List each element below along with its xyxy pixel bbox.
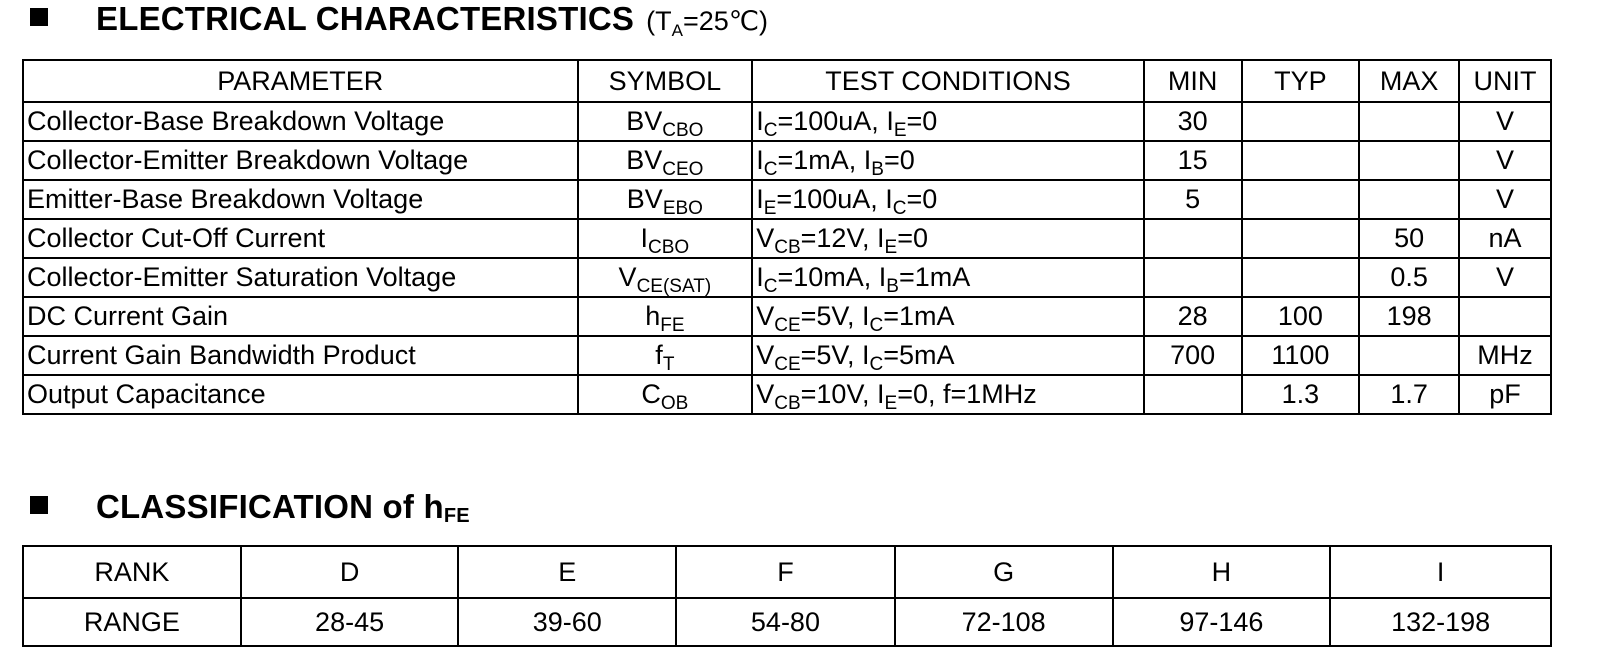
table-row xyxy=(23,141,1551,180)
condition-var: V xyxy=(756,340,775,370)
condition-var: V xyxy=(756,223,775,253)
table-row xyxy=(23,375,1551,414)
max-cell xyxy=(1359,141,1459,180)
symbol-subscript: FE xyxy=(660,315,685,336)
symbol-subscript: CE(SAT) xyxy=(636,276,712,297)
condition-var: I xyxy=(886,106,894,136)
range-cell: 97-146 xyxy=(1113,598,1331,646)
range-cell: 28-45 xyxy=(241,598,459,646)
condition-subscript: CB xyxy=(774,237,801,258)
condition-subscript: CB xyxy=(774,393,801,414)
condition-value: =100uA, xyxy=(777,106,887,136)
rank-row xyxy=(23,546,1551,598)
symbol-base: f xyxy=(655,340,663,370)
condition-value: =1mA xyxy=(883,301,955,331)
max-cell xyxy=(1359,102,1459,141)
max-cell: 50 xyxy=(1359,219,1459,258)
column-header: TEST CONDITIONS xyxy=(752,60,1144,102)
range-cell: 54-80 xyxy=(676,598,895,646)
test-conditions-cell xyxy=(752,336,1144,375)
typ-cell: 1.3 xyxy=(1242,375,1360,414)
condition-var: I xyxy=(756,145,764,175)
condition-subscript: C xyxy=(869,315,884,336)
max-cell xyxy=(1359,336,1459,375)
table-row xyxy=(23,219,1551,258)
condition-subscript: B xyxy=(886,276,899,297)
condition-value: =12V, xyxy=(800,223,877,253)
square-bullet-icon xyxy=(30,496,48,514)
condition-var: I xyxy=(861,340,870,370)
table-row xyxy=(23,336,1551,375)
condition-value: =0, f=1MHz xyxy=(897,379,1037,409)
range-cell: 72-108 xyxy=(895,598,1113,646)
symbol-cell xyxy=(578,141,753,180)
condition-var: I xyxy=(876,379,885,409)
parameter-cell: DC Current Gain xyxy=(23,297,578,336)
symbol-base: BV xyxy=(626,184,663,214)
min-cell: 28 xyxy=(1144,297,1242,336)
parameter-cell: Collector-Base Breakdown Voltage xyxy=(23,102,578,141)
symbol-base: C xyxy=(641,379,661,409)
table-row xyxy=(23,258,1551,297)
range-cell: 39-60 xyxy=(458,598,676,646)
parameter-cell: Collector-Emitter Breakdown Voltage xyxy=(23,141,578,180)
column-header: MIN xyxy=(1144,60,1242,102)
symbol-base: I xyxy=(640,223,649,253)
condition-value: =0 xyxy=(897,223,928,253)
condition-value: =0 xyxy=(906,106,938,136)
symbol-subscript: CBO xyxy=(662,120,704,141)
electrical-characteristics-heading xyxy=(30,0,768,38)
typ-cell xyxy=(1242,219,1360,258)
unit-cell: pF xyxy=(1459,375,1551,414)
symbol-cell xyxy=(578,336,753,375)
section-title: CLASSIFICATION of $h_{FE}$ xyxy=(96,488,470,527)
typ-cell xyxy=(1242,141,1360,180)
condition-subscript: E xyxy=(884,393,898,414)
condition-subscript: E xyxy=(763,198,777,219)
condition-subscript: C xyxy=(763,276,778,297)
condition-value: =0 xyxy=(906,184,938,214)
symbol-base: BV xyxy=(626,145,663,175)
condition-var: V xyxy=(756,379,775,409)
condition-var: I xyxy=(756,184,764,214)
column-header: MAX xyxy=(1359,60,1459,102)
symbol-base: h xyxy=(645,301,661,331)
column-header: TYP xyxy=(1242,60,1360,102)
typ-cell: 1100 xyxy=(1242,336,1360,375)
column-header: UNIT xyxy=(1459,60,1551,102)
rank-cell: G xyxy=(895,546,1113,598)
condition-var: I xyxy=(885,184,893,214)
symbol-cell xyxy=(578,102,753,141)
electrical-characteristics-table xyxy=(22,59,1552,415)
condition-value: =1mA, xyxy=(777,145,864,175)
min-cell: 15 xyxy=(1144,141,1242,180)
condition-value: =5V, xyxy=(800,301,862,331)
classification-heading xyxy=(30,488,470,526)
test-conditions-cell xyxy=(752,219,1144,258)
test-conditions-cell xyxy=(752,375,1144,414)
range-row xyxy=(23,598,1551,646)
test-conditions-cell xyxy=(752,180,1144,219)
condition-value: =0 xyxy=(883,145,915,175)
symbol-subscript: CEO xyxy=(662,159,704,180)
range-cell: 132-198 xyxy=(1330,598,1551,646)
condition-var: I xyxy=(756,262,764,292)
parameter-cell: Emitter-Base Breakdown Voltage xyxy=(23,180,578,219)
condition-var: I xyxy=(863,145,872,175)
condition-value: =1mA xyxy=(898,262,971,292)
table-row xyxy=(23,297,1551,336)
max-cell xyxy=(1359,180,1459,219)
symbol-base: BV xyxy=(626,106,663,136)
test-conditions-cell xyxy=(752,258,1144,297)
condition-subscript: E xyxy=(893,120,907,141)
unit-cell: V xyxy=(1459,258,1551,297)
min-cell xyxy=(1144,219,1242,258)
symbol-cell xyxy=(578,219,753,258)
typ-cell: 100 xyxy=(1242,297,1360,336)
symbol-subscript: T xyxy=(662,354,675,375)
condition-subscript: C xyxy=(763,159,778,180)
table-row xyxy=(23,180,1551,219)
section-title: ELECTRICAL CHARACTERISTICS xyxy=(96,0,635,37)
typ-cell xyxy=(1242,102,1360,141)
rank-cell: H xyxy=(1113,546,1331,598)
parameter-cell: Current Gain Bandwidth Product xyxy=(23,336,578,375)
condition-subscript: C xyxy=(892,198,907,219)
condition-var: I xyxy=(876,223,885,253)
condition-subscript: C xyxy=(869,354,884,375)
condition-value: =10mA, xyxy=(777,262,879,292)
condition-value: =100uA, xyxy=(776,184,886,214)
column-header: PARAMETER xyxy=(23,60,578,102)
unit-cell: MHz xyxy=(1459,336,1551,375)
parameter-cell: Output Capacitance xyxy=(23,375,578,414)
min-cell: 30 xyxy=(1144,102,1242,141)
symbol-cell xyxy=(578,375,753,414)
typ-cell xyxy=(1242,258,1360,297)
table-row xyxy=(23,102,1551,141)
unit-cell: V xyxy=(1459,180,1551,219)
condition-subscript: B xyxy=(871,159,884,180)
unit-cell: V xyxy=(1459,141,1551,180)
min-cell xyxy=(1144,258,1242,297)
rank-cell: E xyxy=(458,546,676,598)
condition-var: I xyxy=(861,301,870,331)
range-label: RANGE xyxy=(23,598,241,646)
condition-subscript: CE xyxy=(774,315,801,336)
condition-value: =5mA xyxy=(883,340,955,370)
test-conditions-cell xyxy=(752,297,1144,336)
unit-cell: V xyxy=(1459,102,1551,141)
condition-var: I xyxy=(878,262,887,292)
rank-label: RANK xyxy=(23,546,241,598)
symbol-cell xyxy=(578,180,753,219)
rank-cell: I xyxy=(1330,546,1551,598)
symbol-subscript: OB xyxy=(660,393,689,414)
rank-cell: D xyxy=(241,546,459,598)
typ-cell xyxy=(1242,180,1360,219)
hfe-classification-table xyxy=(22,545,1552,647)
max-cell: 198 xyxy=(1359,297,1459,336)
parameter-cell: Collector-Emitter Saturation Voltage xyxy=(23,258,578,297)
max-cell: 1.7 xyxy=(1359,375,1459,414)
table-header-row xyxy=(23,60,1551,102)
condition-value: =5V, xyxy=(800,340,862,370)
min-cell: 700 xyxy=(1144,336,1242,375)
symbol-cell xyxy=(578,297,753,336)
condition-value: =10V, xyxy=(800,379,877,409)
square-bullet-icon xyxy=(30,8,48,26)
unit-cell: nA xyxy=(1459,219,1551,258)
min-cell: 5 xyxy=(1144,180,1242,219)
symbol-base: V xyxy=(618,262,637,292)
symbol-cell xyxy=(578,258,753,297)
condition-var: I xyxy=(756,106,764,136)
unit-cell xyxy=(1459,297,1551,336)
rank-cell: F xyxy=(676,546,895,598)
condition-subscript: E xyxy=(884,237,898,258)
condition-subscript: CE xyxy=(774,354,801,375)
condition-subscript: C xyxy=(763,120,778,141)
symbol-subscript: EBO xyxy=(662,198,703,219)
test-conditions-cell xyxy=(752,102,1144,141)
condition-var: V xyxy=(756,301,775,331)
temperature-condition: $(T_A=25℃)$ xyxy=(646,6,769,40)
min-cell xyxy=(1144,375,1242,414)
column-header: SYMBOL xyxy=(578,60,753,102)
parameter-cell: Collector Cut-Off Current xyxy=(23,219,578,258)
test-conditions-cell xyxy=(752,141,1144,180)
max-cell: 0.5 xyxy=(1359,258,1459,297)
symbol-subscript: CBO xyxy=(648,237,690,258)
